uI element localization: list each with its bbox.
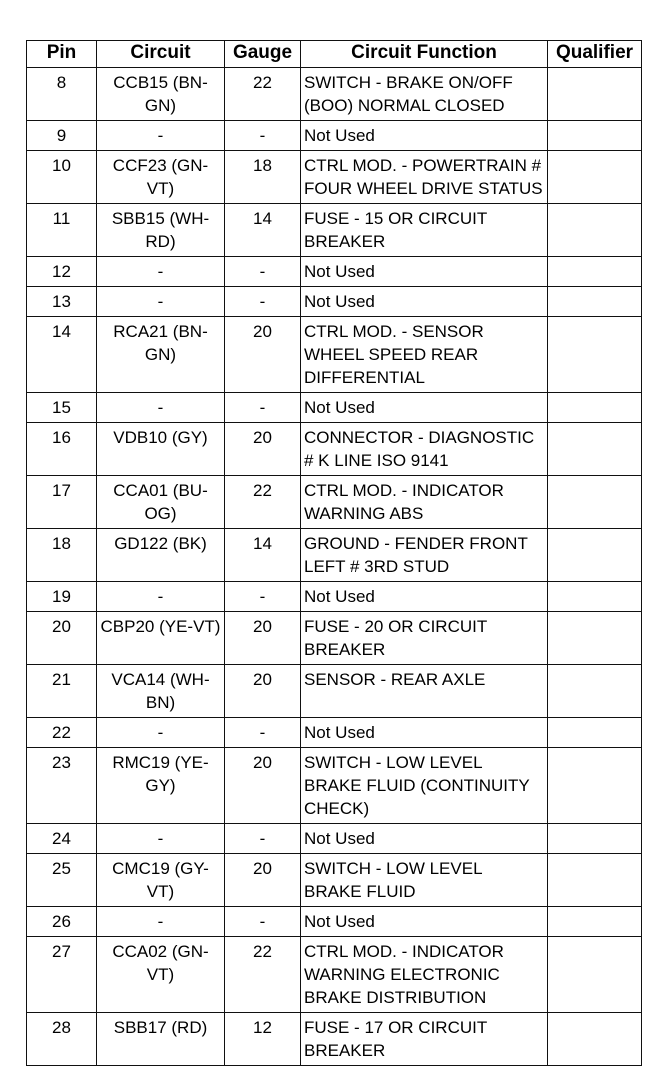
gauge-cell: 22 [225,68,301,121]
gauge-cell: 12 [225,1013,301,1066]
function-cell: Not Used [301,393,548,423]
qualifier-cell [548,287,642,317]
circuit-cell: - [97,257,225,287]
function-cell: FUSE - 15 OR CIRCUIT BREAKER [301,204,548,257]
qualifier-cell [548,204,642,257]
qualifier-cell [548,476,642,529]
pin-cell: 9 [27,121,97,151]
header-gauge: Gauge [225,41,301,68]
gauge-cell: 18 [225,151,301,204]
qualifier-cell [548,393,642,423]
function-cell: Not Used [301,121,548,151]
table-row [27,529,642,582]
circuit-cell: SBB17 (RD) [97,1013,225,1066]
pin-cell: 19 [27,582,97,612]
function-cell: GROUND - FENDER FRONT LEFT # 3RD STUD [301,529,548,582]
gauge-cell: - [225,393,301,423]
function-cell: SWITCH - BRAKE ON/OFF (BOO) NORMAL CLOSED [301,68,548,121]
qualifier-cell [548,151,642,204]
circuit-cell: - [97,121,225,151]
gauge-cell: - [225,287,301,317]
qualifier-cell [548,1013,642,1066]
gauge-cell: 20 [225,317,301,393]
pin-cell: 10 [27,151,97,204]
function-cell: Not Used [301,907,548,937]
table-row [27,317,642,393]
pin-cell: 8 [27,68,97,121]
table-row [27,907,642,937]
qualifier-cell [548,612,642,665]
pin-cell: 20 [27,612,97,665]
circuit-cell: - [97,907,225,937]
pin-cell: 28 [27,1013,97,1066]
qualifier-cell [548,121,642,151]
table-row [27,476,642,529]
header-circuit: Circuit [97,41,225,68]
qualifier-cell [548,423,642,476]
gauge-cell: 20 [225,748,301,824]
function-cell: CTRL MOD. - INDICATOR WARNING ABS [301,476,548,529]
gauge-cell: 14 [225,529,301,582]
pin-cell: 26 [27,907,97,937]
table-row [27,1013,642,1066]
function-cell: Not Used [301,824,548,854]
pin-cell: 25 [27,854,97,907]
pin-cell: 27 [27,937,97,1013]
qualifier-cell [548,718,642,748]
qualifier-cell [548,907,642,937]
function-cell: FUSE - 20 OR CIRCUIT BREAKER [301,612,548,665]
table-row [27,854,642,907]
table-row [27,718,642,748]
table-row [27,612,642,665]
function-cell: Not Used [301,287,548,317]
gauge-cell: - [225,718,301,748]
pinout-table [26,40,642,1066]
gauge-cell: 20 [225,612,301,665]
pin-cell: 23 [27,748,97,824]
gauge-cell: 22 [225,476,301,529]
circuit-cell: CMC19 (GY-VT) [97,854,225,907]
pin-cell: 12 [27,257,97,287]
pin-cell: 24 [27,824,97,854]
function-cell: CTRL MOD. - POWERTRAIN # FOUR WHEEL DRIVE STATUS [301,151,548,204]
circuit-cell: - [97,287,225,317]
pin-cell: 14 [27,317,97,393]
gauge-cell: 20 [225,665,301,718]
circuit-cell: CCF23 (GN-VT) [97,151,225,204]
circuit-cell: SBB15 (WH-RD) [97,204,225,257]
qualifier-cell [548,529,642,582]
circuit-cell: - [97,393,225,423]
table-row [27,257,642,287]
qualifier-cell [548,824,642,854]
pin-cell: 15 [27,393,97,423]
pin-cell: 22 [27,718,97,748]
function-cell: CTRL MOD. - INDICATOR WARNING ELECTRONIC BRAKE DISTRIBUTION [301,937,548,1013]
pin-cell: 18 [27,529,97,582]
table-row [27,748,642,824]
function-cell: CONNECTOR - DIAGNOSTIC # K LINE ISO 9141 [301,423,548,476]
pin-cell: 21 [27,665,97,718]
table-row [27,287,642,317]
table-row [27,68,642,121]
circuit-cell: VCA14 (WH-BN) [97,665,225,718]
table-row [27,582,642,612]
qualifier-cell [548,937,642,1013]
function-cell: Not Used [301,257,548,287]
table-row [27,423,642,476]
table-row [27,937,642,1013]
circuit-cell: - [97,582,225,612]
pin-cell: 13 [27,287,97,317]
circuit-cell: - [97,718,225,748]
circuit-cell: - [97,824,225,854]
pin-cell: 11 [27,204,97,257]
gauge-cell: - [225,121,301,151]
gauge-cell: 20 [225,854,301,907]
qualifier-cell [548,68,642,121]
qualifier-cell [548,257,642,287]
gauge-cell: 22 [225,937,301,1013]
gauge-cell: - [225,582,301,612]
header-pin: Pin [27,41,97,68]
table-row [27,204,642,257]
function-cell: SWITCH - LOW LEVEL BRAKE FLUID (CONTINUITY CHECK) [301,748,548,824]
function-cell: FUSE - 17 OR CIRCUIT BREAKER [301,1013,548,1066]
circuit-cell: RMC19 (YE-GY) [97,748,225,824]
function-cell: Not Used [301,582,548,612]
qualifier-cell [548,854,642,907]
function-cell: SENSOR - REAR AXLE [301,665,548,718]
pin-cell: 17 [27,476,97,529]
gauge-cell: 14 [225,204,301,257]
table-row [27,121,642,151]
header-row [27,41,642,68]
qualifier-cell [548,665,642,718]
table-row [27,393,642,423]
circuit-cell: CBP20 (YE-VT) [97,612,225,665]
circuit-cell: GD122 (BK) [97,529,225,582]
function-cell: SWITCH - LOW LEVEL BRAKE FLUID [301,854,548,907]
header-qualifier: Qualifier [548,41,642,68]
gauge-cell: - [225,824,301,854]
gauge-cell: - [225,907,301,937]
gauge-cell: 20 [225,423,301,476]
circuit-cell: CCA02 (GN-VT) [97,937,225,1013]
table-row [27,824,642,854]
pin-cell: 16 [27,423,97,476]
qualifier-cell [548,317,642,393]
qualifier-cell [548,748,642,824]
circuit-cell: CCA01 (BU-OG) [97,476,225,529]
function-cell: Not Used [301,718,548,748]
table-row [27,665,642,718]
table-row [27,151,642,204]
circuit-cell: CCB15 (BN-GN) [97,68,225,121]
header-function: Circuit Function [301,41,548,68]
circuit-cell: VDB10 (GY) [97,423,225,476]
gauge-cell: - [225,257,301,287]
function-cell: CTRL MOD. - SENSOR WHEEL SPEED REAR DIFFERENTIAL [301,317,548,393]
circuit-cell: RCA21 (BN-GN) [97,317,225,393]
qualifier-cell [548,582,642,612]
